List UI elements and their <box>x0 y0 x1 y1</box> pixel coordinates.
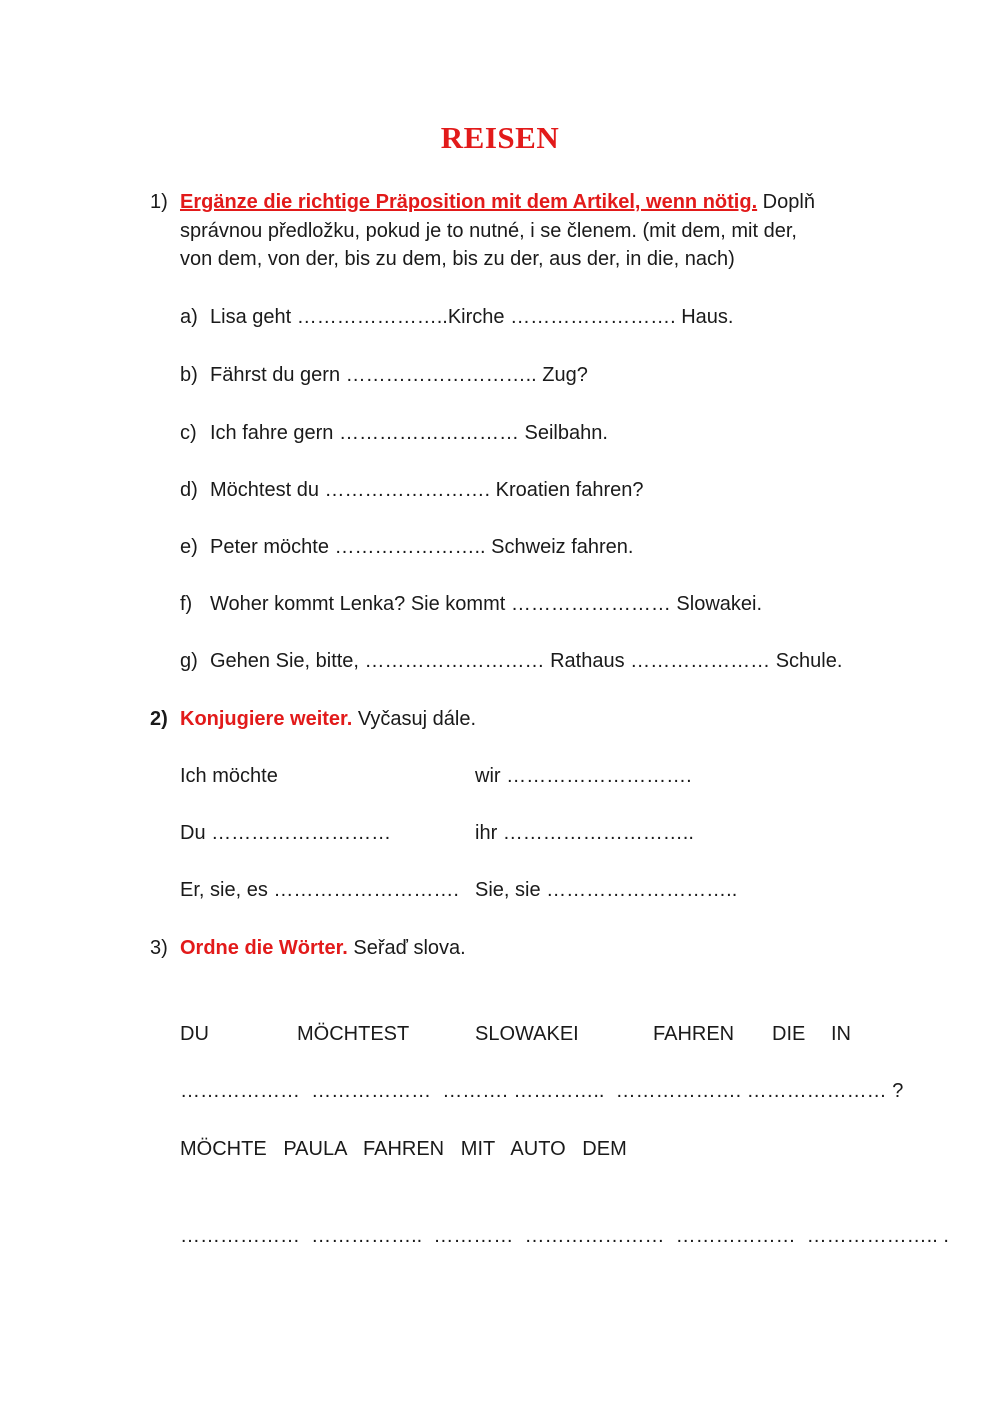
task1-line2: správnou předložku, pokud je to nutné, i se členem. (mit dem, mit der, <box>180 219 797 242</box>
task3-word: DIE <box>772 1023 806 1045</box>
task1-line1-rest: Doplň <box>757 191 815 213</box>
task3-number: 3) <box>150 937 168 959</box>
task3-blanks-2: ……………… …………….. ………… ………………… ……………… ……………….. . <box>180 1225 949 1247</box>
task3-word: SLOWAKEI <box>475 1023 579 1045</box>
task1-item-e-letter: e) <box>180 536 198 558</box>
page-title: REISEN <box>440 120 560 155</box>
task3-heading <box>180 934 466 962</box>
task2-row2-right: ihr ……………………….. <box>475 822 694 844</box>
task3-words-2: MÖCHTE PAULA FAHREN MIT AUTO DEM <box>180 1138 627 1160</box>
task1-item-d-text: Möchtest du ……………………. Kroatien fahren? <box>210 479 644 501</box>
task2-row1-left: Ich möchte <box>180 765 278 787</box>
task3-blanks-1: ……………… ……………… ………. ………….. ………………. ………………… ? <box>180 1080 904 1102</box>
task2-rest: Vyčasuj dále. <box>352 708 477 730</box>
task1-item-g-letter: g) <box>180 650 198 672</box>
task1-paragraph <box>180 188 860 274</box>
task2-row3-right: Sie, sie ……………………….. <box>475 879 738 901</box>
task1-line3: von dem, von der, bis zu dem, bis zu der, aus der, in die, nach) <box>180 248 735 270</box>
task1-item-a-text: Lisa geht …………………..Kirche ……………………. Haus. <box>210 306 734 328</box>
task2-heading <box>180 705 476 733</box>
task1-item-d-letter: d) <box>180 479 198 501</box>
task3-rest: Seřaď slova. <box>347 937 466 959</box>
task3-instruction: Ordne die Wörter. <box>180 937 348 959</box>
task1-number: 1) <box>150 191 168 213</box>
task1-item-e-text: Peter möchte ………………….. Schweiz fahren. <box>210 536 634 558</box>
task3-word: MÖCHTEST <box>297 1023 410 1045</box>
task1-item-b-text: Fährst du gern ……………………….. Zug? <box>210 364 588 386</box>
task2-row3-left: Er, sie, es ………………………. <box>180 879 459 901</box>
task1-item-f-letter: f) <box>180 593 193 615</box>
task2-instruction: Konjugiere weiter. <box>180 708 353 730</box>
task2-row2-left: Du ……………………… <box>180 822 392 844</box>
task3-word: FAHREN <box>653 1023 735 1045</box>
task1-instruction: Ergänze die richtige Präposition mit dem Artikel, wenn nötig. <box>180 191 758 213</box>
task1-item-c-letter: c) <box>180 422 197 444</box>
task1-item-b-letter: b) <box>180 364 198 386</box>
task1-item-a-letter: a) <box>180 306 198 328</box>
task2-row1-right: wir ………………………. <box>475 765 692 787</box>
task1-item-c-text: Ich fahre gern ……………………… Seilbahn. <box>210 422 608 444</box>
task2-number: 2) <box>150 708 168 730</box>
task1-item-g-text: Gehen Sie, bitte, ……………………… Rathaus ………………… Schule. <box>210 650 843 672</box>
task3-word: DU <box>180 1023 209 1045</box>
task3-word: IN <box>831 1023 851 1045</box>
task1-item-f-text: Woher kommt Lenka? Sie kommt …………………… Slowakei. <box>210 593 763 615</box>
